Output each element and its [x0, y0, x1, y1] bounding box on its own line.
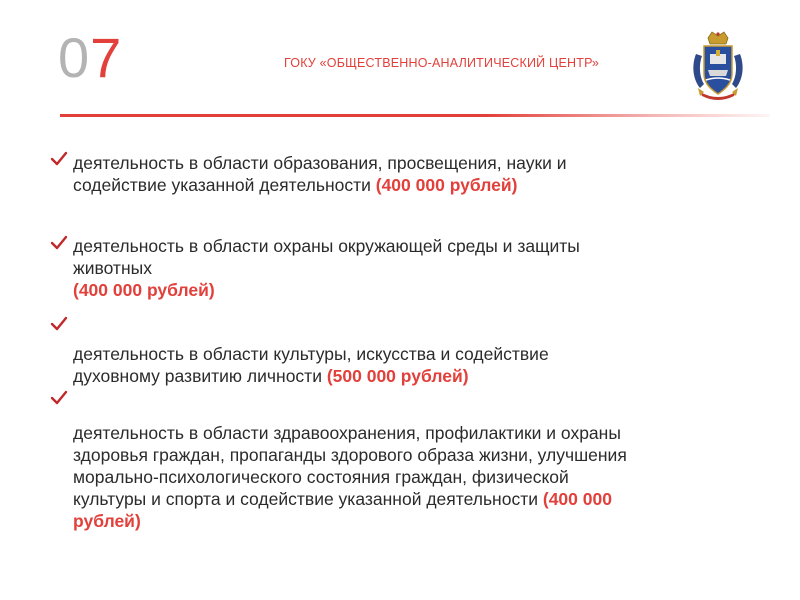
coat-of-arms-icon — [690, 30, 746, 102]
item-text-line — [73, 174, 773, 196]
checkmark-icon — [50, 316, 68, 332]
list-item-education — [73, 152, 773, 196]
item-text-line: деятельность в области образования, просвещения, науки и — [73, 153, 567, 173]
item-text-line: морально-психологического состояния граждан, физической — [73, 467, 569, 487]
item-text-fragment: духовному развитию личности — [73, 366, 327, 386]
slide-number-second-digit: 7 — [90, 26, 123, 89]
item-text-line: деятельность в области культуры, искусства и содействие — [73, 344, 549, 364]
item-text-line: деятельность в области здравоохранения, профилактики и охраны — [73, 423, 621, 443]
item-text-line: деятельность в области охраны окружающей среды и защиты — [73, 236, 580, 256]
item-text-line: здоровья граждан, пропаганды здорового образа жизни, улучшения — [73, 445, 627, 465]
slide-number — [58, 28, 122, 88]
organization-title: ГОКУ «ОБЩЕСТВЕННО-АНАЛИТИЧЕСКИЙ ЦЕНТР» — [284, 56, 600, 70]
item-amount: (400 000 рублей) — [73, 280, 215, 300]
checkmark-icon — [50, 390, 68, 406]
checkmark-icon — [50, 235, 68, 251]
list-item-environment — [73, 235, 773, 301]
item-text-line — [73, 365, 773, 387]
header-divider — [60, 114, 770, 117]
item-text-line: животных — [73, 258, 152, 278]
item-text-line — [73, 488, 773, 510]
item-text-fragment: содействие указанной деятельности — [73, 175, 376, 195]
item-amount: (500 000 рублей) — [326, 366, 469, 386]
item-amount-continued: рублей) — [73, 511, 141, 531]
item-amount: (400 000 — [542, 489, 612, 509]
slide-number-first-digit: 0 — [58, 26, 91, 89]
list-item-culture — [73, 343, 773, 387]
item-amount: (400 000 рублей) — [375, 175, 518, 195]
item-text-fragment: культуры и спорта и содействие указанной деятельности — [73, 489, 543, 509]
list-item-health — [73, 422, 773, 532]
checkmark-icon — [50, 151, 68, 167]
